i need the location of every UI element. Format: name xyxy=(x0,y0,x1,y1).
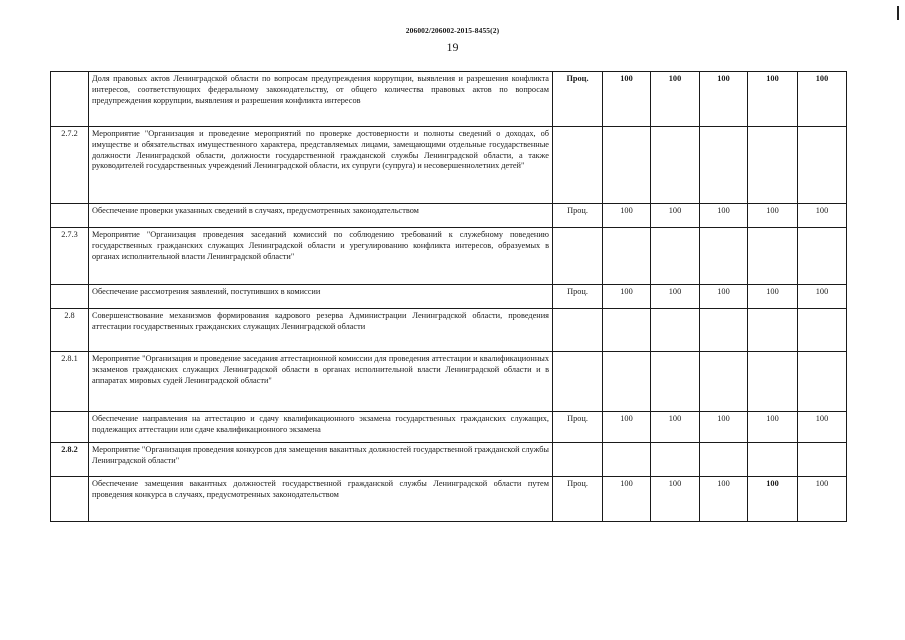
row-description: Доля правовых актов Ленинградской области по вопросам предупреждения коррупции, выявления и разрешения конфликта интересов, соответствующих федеральному законодательству, от общего количества правовых актов по вопросам предупреждения коррупции, выявления и разрешения конфликта интересов xyxy=(89,72,553,127)
row-unit xyxy=(553,127,603,204)
row-value xyxy=(651,443,700,477)
row-value: 100 xyxy=(651,412,700,443)
row-unit: Проц. xyxy=(553,477,603,522)
row-value: 100 xyxy=(700,204,748,228)
row-unit xyxy=(553,352,603,412)
row-description: Обеспечение проверки указанных сведений в случаях, предусмотренных законодательством xyxy=(89,204,553,228)
row-value: 100 xyxy=(798,477,847,522)
row-value: 100 xyxy=(798,285,847,309)
row-number: 2.8 xyxy=(51,309,89,352)
row-value xyxy=(603,228,651,285)
row-number: 2.8.1 xyxy=(51,352,89,412)
row-value xyxy=(603,352,651,412)
row-value: 100 xyxy=(798,72,847,127)
row-number: 2.7.2 xyxy=(51,127,89,204)
row-description: Мероприятие "Организация и проведение заседания аттестационной комиссии для проведения аттестации и квалификационных экзаменов гражданских служащих Ленинградской области в органах исполнительной власти Ленинградской области и в аппаратах мировых судей Ленинградской области" xyxy=(89,352,553,412)
row-value: 100 xyxy=(651,477,700,522)
row-value xyxy=(603,309,651,352)
row-value xyxy=(651,352,700,412)
row-value xyxy=(700,352,748,412)
row-number xyxy=(51,285,89,309)
page-edge-mark xyxy=(897,6,899,20)
row-value xyxy=(651,228,700,285)
row-unit xyxy=(553,309,603,352)
row-value xyxy=(798,309,847,352)
table-row xyxy=(51,412,847,443)
row-description: Обеспечение направления на аттестацию и сдачу квалификационного экзамена государственных гражданских служащих, подлежащих аттестации или сдаче квалификационного экзамена xyxy=(89,412,553,443)
page-number: 19 xyxy=(446,40,459,54)
row-unit: Проц. xyxy=(553,72,603,127)
row-value xyxy=(700,443,748,477)
row-value: 100 xyxy=(748,412,798,443)
row-value: 100 xyxy=(603,412,651,443)
row-value: 100 xyxy=(748,204,798,228)
row-value xyxy=(603,443,651,477)
row-number xyxy=(51,72,89,127)
row-number: 2.8.2 xyxy=(51,443,89,477)
row-value xyxy=(700,127,748,204)
row-value: 100 xyxy=(700,477,748,522)
row-value xyxy=(748,228,798,285)
row-unit: Проц. xyxy=(553,285,603,309)
row-description: Мероприятие "Организация проведения заседаний комиссий по соблюдению требований к служебному поведению государственных гражданских служащих Ленинградской области и урегулированию конфликта интересов, образуемых в органах исполнительной власти Ленинградской области" xyxy=(89,228,553,285)
table-row xyxy=(51,443,847,477)
row-value: 100 xyxy=(651,285,700,309)
row-value xyxy=(748,309,798,352)
table-row xyxy=(51,204,847,228)
row-value: 100 xyxy=(700,72,748,127)
row-number: 2.7.3 xyxy=(51,228,89,285)
row-value xyxy=(603,127,651,204)
row-value: 100 xyxy=(603,285,651,309)
row-description: Обеспечение рассмотрения заявлений, поступивших в комиссии xyxy=(89,285,553,309)
row-value: 100 xyxy=(700,285,748,309)
row-value xyxy=(700,309,748,352)
table-row xyxy=(51,285,847,309)
row-value: 100 xyxy=(603,477,651,522)
row-value: 100 xyxy=(651,72,700,127)
row-description: Совершенствование механизмов формирования кадрового резерва Администрации Ленинградской области, проведения аттестации государственных гражданских служащих Ленинградской области xyxy=(89,309,553,352)
row-unit xyxy=(553,443,603,477)
row-value: 100 xyxy=(700,412,748,443)
row-value xyxy=(798,228,847,285)
row-number xyxy=(51,477,89,522)
table-row xyxy=(51,352,847,412)
row-value: 100 xyxy=(798,204,847,228)
row-value: 100 xyxy=(603,72,651,127)
row-unit: Проц. xyxy=(553,412,603,443)
row-value xyxy=(748,443,798,477)
row-value xyxy=(748,352,798,412)
indicators-table xyxy=(50,71,847,522)
document-code: 206002/206002-2015-8455(2) xyxy=(405,26,500,35)
row-number xyxy=(51,412,89,443)
row-value xyxy=(748,127,798,204)
row-value xyxy=(700,228,748,285)
row-description: Мероприятие "Организация проведения конкурсов для замещения вакантных должностей государственной гражданской службы Ленинградской области" xyxy=(89,443,553,477)
row-value: 100 xyxy=(748,72,798,127)
row-value xyxy=(798,443,847,477)
row-value: 100 xyxy=(748,477,798,522)
row-value xyxy=(798,127,847,204)
row-value: 100 xyxy=(651,204,700,228)
table-row xyxy=(51,477,847,522)
row-unit: Проц. xyxy=(553,204,603,228)
row-value: 100 xyxy=(748,285,798,309)
row-value: 100 xyxy=(798,412,847,443)
row-value xyxy=(651,127,700,204)
row-description: Мероприятие "Организация и проведение мероприятий по проверке достоверности и полноты сведений о доходах, об имуществе и обязательствах имущественного характера, представляемых лицами, замещающими отдельные государственные должности Ленинградской области, должности государственной гражданской службы Ленинградской области, а также руководителей государственных учреждений Ленинградской области, их супруги (супруга) и несовершеннолетних детей" xyxy=(89,127,553,204)
row-value xyxy=(798,352,847,412)
row-value xyxy=(651,309,700,352)
row-number xyxy=(51,204,89,228)
table-row xyxy=(51,228,847,285)
table-row xyxy=(51,72,847,127)
row-unit xyxy=(553,228,603,285)
table-row xyxy=(51,127,847,204)
table-row xyxy=(51,309,847,352)
row-value: 100 xyxy=(603,204,651,228)
row-description: Обеспечение замещения вакантных должностей государственной гражданской службы Ленинградской области путем проведения конкурса в случаях, предусмотренных законодательством xyxy=(89,477,553,522)
